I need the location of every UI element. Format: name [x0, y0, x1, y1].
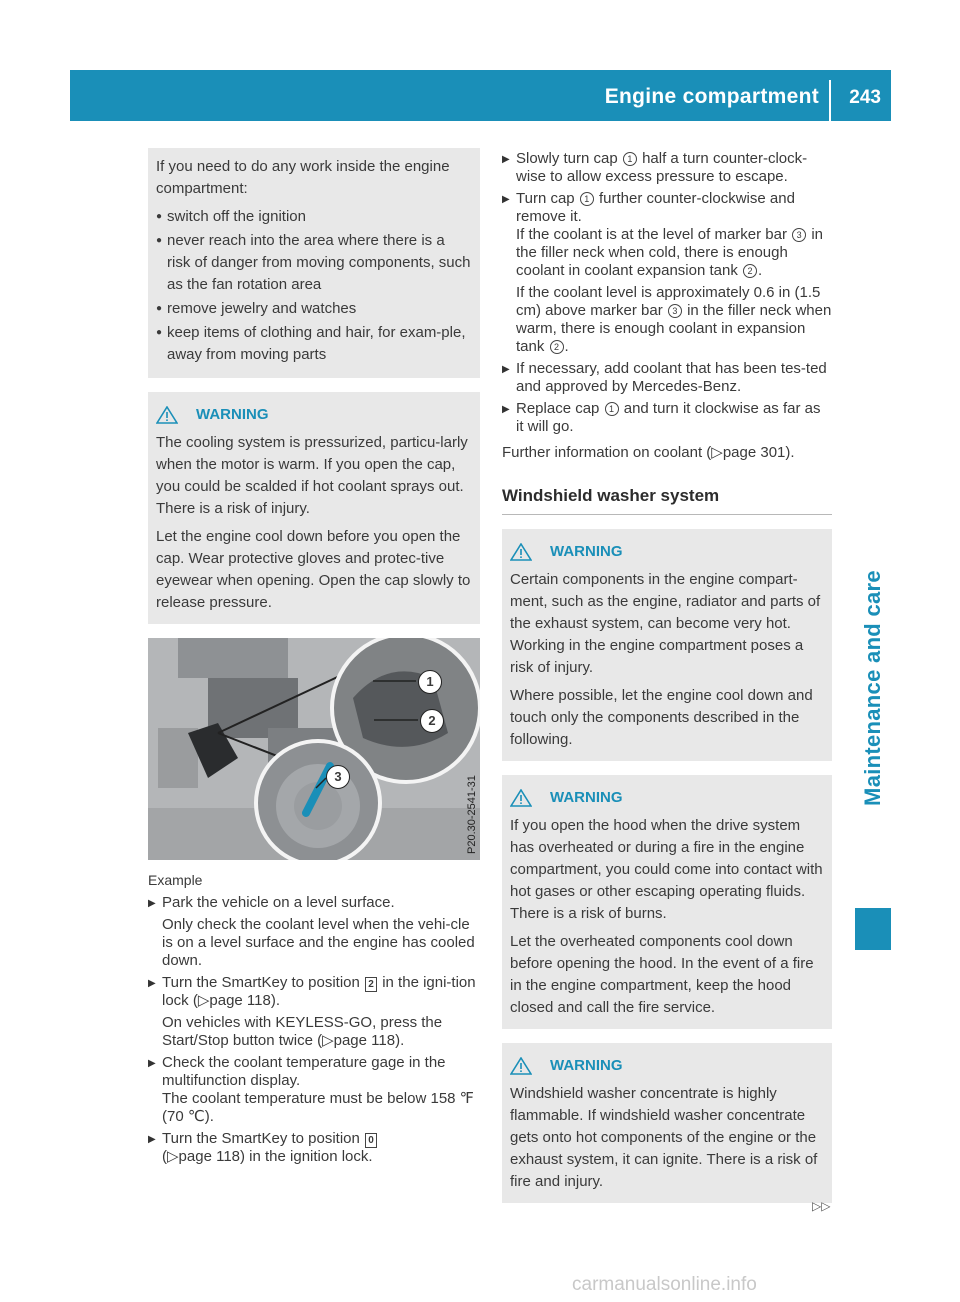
- list-item: ● never reach into the area where there is a risk of danger from moving components, such as the fan rotation area: [156, 230, 472, 296]
- warning-title: WARNING: [510, 541, 824, 563]
- warning-box: [148, 392, 480, 624]
- callout-ref-2: 2: [550, 340, 564, 354]
- step-arrow-icon: ▶: [148, 1134, 156, 1145]
- list-item: ● remove jewelry and watches: [156, 298, 472, 320]
- warning-text: The cooling system is pressurized, particu-larly when the motor is warm. If you open the cap, you could be scalded if hot coolant sprays out. There is a risk of injury.: [156, 434, 468, 517]
- callout-ref-1: 1: [580, 192, 594, 206]
- warning-text: Certain components in the engine compart-ment, such as the engine, radiator and parts of the exhaust system, can become very hot. Working in the engine compartment poses a risk of injury.: [510, 571, 821, 676]
- instruction-step: ▶ Turn the SmartKey to position 0 (▷page 118) in the ignition lock.: [148, 1130, 480, 1166]
- instruction-step: ▶ If necessary, add coolant that has been tes-ted and approved by Mercedes-Benz.: [502, 360, 827, 395]
- warning-text: Let the engine cool down before you open the cap. Wear protective gloves and protec-tive eyewear when opening. Open the cap slowly to release pressure.: [156, 528, 471, 611]
- callout-ref-3: 3: [668, 304, 682, 318]
- warning-triangle-icon: [156, 406, 178, 424]
- callout-1: 1: [418, 670, 442, 694]
- page-ref-icon: ▷: [711, 444, 723, 461]
- instruction-step: ▶ Park the vehicle on a level surface. Only check the coolant level when the vehi-cle is on a level surface and the engine has cooled down.: [148, 894, 475, 969]
- left-column: [148, 148, 480, 1166]
- warning-text: Windshield washer concentrate is highly flammable. If windshield washer concentrate gets onto hot components of the engine or the exhaust system, it can ignite. There is a risk of fire and injury.: [510, 1085, 818, 1190]
- instruction-step: ▶ Replace cap 1 and turn it clockwise as far as it will go.: [502, 400, 821, 435]
- callout-ref-1: 1: [605, 402, 619, 416]
- bullet-icon: ●: [156, 235, 163, 246]
- page-ref-icon: ▷: [197, 992, 210, 1009]
- warning-title: WARNING: [510, 787, 824, 809]
- right-column: [502, 150, 832, 1203]
- page-ref-link[interactable]: page 118).: [333, 1032, 405, 1049]
- section-heading: Windshield washer system: [502, 486, 832, 515]
- warning-box: [502, 775, 832, 1029]
- step-arrow-icon: ▶: [148, 898, 156, 909]
- safety-box: [148, 148, 480, 378]
- instruction-step: ▶ Turn the SmartKey to position 2 in the igni-tion lock (▷page 118). On vehicles with KEYLESS-GO, press the Start/Stop button twice (▷page 118).: [148, 974, 476, 1049]
- engine-photo: [148, 638, 480, 860]
- instruction-step: ▶ Slowly turn cap 1 half a turn counter-clock-wise to allow excess pressure to escape.: [502, 150, 808, 185]
- warning-triangle-icon: [510, 789, 532, 807]
- callout-2: 2: [420, 709, 444, 733]
- page-title: Engine compartment: [604, 85, 819, 108]
- bullet-icon: ●: [156, 211, 163, 222]
- page-number: 243: [849, 87, 881, 108]
- callout-ref-1: 1: [623, 152, 637, 166]
- figure-caption: Example: [148, 872, 203, 888]
- page-ref-link[interactable]: page 118) in the ignition lock.: [178, 1148, 373, 1165]
- page-ref-link[interactable]: page 301).: [722, 444, 795, 461]
- section-tab-marker: [855, 908, 891, 950]
- instruction-step: ▶ Check the coolant temperature gage in the multifunction display. The coolant temperature must be below 158 ℉ (70 ℃).: [148, 1054, 474, 1125]
- warning-box: [502, 1043, 832, 1203]
- warning-text: If you open the hood when the drive system has overheated or during a fire in the engine compartment, you could come into contact with hot gases or other escaping operating fluids. There is a risk of burns.: [510, 817, 823, 922]
- callout-ref-3: 3: [792, 228, 806, 242]
- bullet-icon: ●: [156, 303, 163, 314]
- watermark: carmanualsonline.info: [572, 1274, 757, 1295]
- page-ref-link[interactable]: page 118).: [209, 992, 281, 1009]
- list-item: ● keep items of clothing and hair, for exam-ple, away from moving parts: [156, 322, 472, 366]
- callout-ref-2: 2: [743, 264, 757, 278]
- key-position-0-icon: 0: [365, 1133, 377, 1148]
- safety-intro: If you need to do any work inside the engine compartment:: [156, 158, 450, 197]
- section-tab-label: Maintenance and care: [860, 570, 885, 806]
- header-bar: [70, 70, 891, 121]
- warning-triangle-icon: [510, 1057, 532, 1075]
- section-tab: [855, 478, 891, 898]
- further-info: Further information on coolant (▷page 301).: [502, 444, 795, 461]
- callout-3: 3: [326, 765, 350, 789]
- step-arrow-icon: ▶: [502, 154, 510, 165]
- step-arrow-icon: ▶: [502, 194, 510, 205]
- figure-code: P20.30-2541-31: [466, 775, 478, 854]
- step-arrow-icon: ▶: [148, 978, 156, 989]
- list-item: ● switch off the ignition: [156, 206, 472, 228]
- page-ref-icon: ▷: [167, 1148, 179, 1165]
- warning-triangle-icon: [510, 543, 532, 561]
- warning-title: WARNING: [510, 1055, 824, 1077]
- warning-title: WARNING: [156, 404, 472, 426]
- step-arrow-icon: ▶: [148, 1058, 156, 1069]
- step-arrow-icon: ▶: [502, 404, 510, 415]
- continue-icon: ▷▷: [812, 1199, 831, 1213]
- instruction-step: ▶ Turn cap 1 further counter-clockwise and remove it. If the coolant is at the level of marker bar 3 in the filler neck when cold, there is enough coolant in coolant expansion tank 2 . If the coolant level is approximately 0.6 in (1.5 cm) above marker bar 3 in the filler neck when warm, there is enough coolant in expansion tank 2 .: [502, 190, 832, 355]
- key-position-2-icon: 2: [365, 977, 377, 992]
- warning-text: Where possible, let the engine cool down and touch only the components described in the following.: [510, 687, 813, 748]
- warning-box: [502, 529, 832, 761]
- warning-text: Let the overheated components cool down before opening the hood. In the event of a fire in the engine compartment, keep the hood closed and call the fire service.: [510, 933, 814, 1016]
- bullet-icon: ●: [156, 327, 163, 338]
- page-ref-icon: ▷: [322, 1032, 334, 1049]
- step-arrow-icon: ▶: [502, 364, 510, 375]
- header-divider: [829, 80, 831, 121]
